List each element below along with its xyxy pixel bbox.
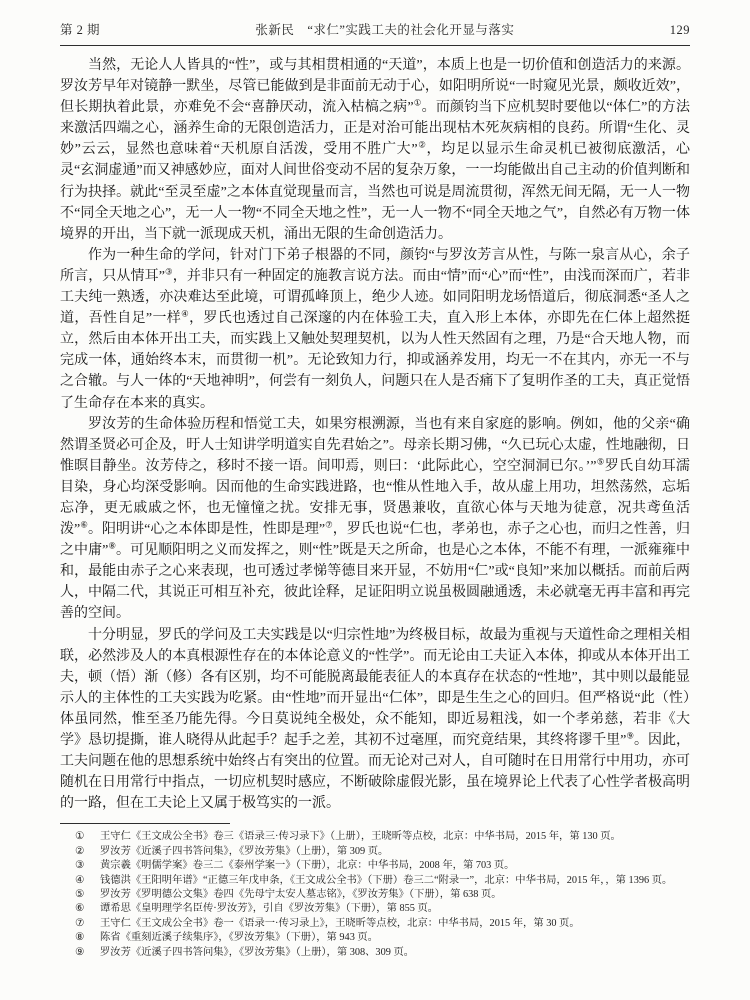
footnote-marker: ⑥ xyxy=(80,519,88,530)
footnote-text: 陈省《重刻近溪子续集序》，《罗汝芳集》（下册），第 943 页。 xyxy=(100,932,379,944)
footnote-marker: ② xyxy=(417,139,427,150)
footnote-text: 谭希思《皇明理学名臣传·罗汝芳》，引自《罗汝芳集》（下册），第 855 页。 xyxy=(100,903,439,915)
footnote-marker: ⑤ xyxy=(596,456,605,467)
footnote-text: 罗汝芳《罗明德公文集》卷四《先母宁太安人墓志铭》，《罗汝芳集》（下册），第 638 页。 xyxy=(100,889,502,900)
footnote-number: ⑦ xyxy=(75,917,85,929)
footnote-marker: ⑨ xyxy=(626,730,634,741)
footnote-item xyxy=(60,859,690,873)
footnote-number: ④ xyxy=(75,874,85,886)
footnote-number: ⑧ xyxy=(75,932,85,944)
footnote-text: 黄宗羲《明儒学案》卷三二《泰州学案一》（下册），北京：中华书局，2008 年，第 703 页。 xyxy=(100,860,515,872)
paragraph: 当然，无论人人皆具的“性”，或与其相贯相通的“天道”，本质上也是一切价值和创造活力的来源。罗汝芳早年对镜静一默坐，尽管已能做到是非面前无动于心，如阳明所说“一时窥见光景，颇收近效”，但长期执着此景，亦难免不会“喜静厌动，流入枯槁之病”①。而颜钧当下应机契时要他以“体仁”的方法来激活四端之心，涵养生命的无限创造活力，正是对治可能出现枯木死灰病相的良药。所谓“生化、灵妙”云云，显然也意味着“天机原自活泼，受用不胜广大”②，均足以显示生命灵机已被彻底激活，心灵“玄洞虚通”而又神感妙应，面对人间世俗变动不居的复杂万象，一一均能做出自己主动的价值判断和行为抉择。就此“至灵至虚”之本体直觉现量而言，当然也可说是周流贯彻，浑然无间无隔，无一人一物不“同全天地之心”，无一人一物“不同全天地之性”，无一人一物不“同全天地之气”，自然必有万物一体境界的开出，当下就一派现成天机，涌出无限的生命创造活力。 xyxy=(60,58,691,242)
footnote-text: 罗汝芳《近溪子四书答问集》，《罗汝芳集》（上册），第 308、309 页。 xyxy=(100,946,415,958)
footnote-marker: ③ xyxy=(164,266,173,277)
footnote-divider xyxy=(60,823,230,824)
footnote-marker: ④ xyxy=(181,308,190,319)
header-divider xyxy=(60,45,690,46)
footnote-number: ⑥ xyxy=(75,903,85,915)
footnote-item xyxy=(60,874,690,888)
footnote-text: 罗汝芳《近溪子四书答问集》，《罗汝芳集》（上册），第 309 页。 xyxy=(100,845,389,857)
page-number: 129 xyxy=(669,23,690,37)
footnote-number: ② xyxy=(75,845,85,857)
footnote-text: 王守仁《王文成公全书》卷三《语录三·传习录下》（上册），王晓昕等点校，北京：中华书局，2015 年，第 130 页。 xyxy=(100,831,621,843)
footnote-item xyxy=(60,946,690,960)
footnote-text: 钱德洪《王阳明年谱》“正德三年戊申条，《王文成公全书》（下册）卷三二“附录一”，北京：中华书局，2015 年，，第 1396 页。 xyxy=(100,874,673,886)
footnote-number: ⑨ xyxy=(75,946,85,958)
footnote-marker: ⑦ xyxy=(325,519,333,530)
body-paragraphs xyxy=(60,55,690,814)
footnote-marker: ① xyxy=(413,97,422,108)
footnote-number: ③ xyxy=(75,860,85,872)
footnote-item xyxy=(60,917,690,931)
page-header xyxy=(60,20,690,38)
footnote-number: ① xyxy=(75,831,85,843)
footnote-number: ⑤ xyxy=(75,889,85,900)
footnote-item xyxy=(60,902,690,916)
footnote-item xyxy=(60,830,690,844)
paragraph: 十分明显，罗氏的学问及工夫实践是以“归宗性地”为终极目标，故最为重视与天道性命之理相关相联，必然涉及人的本真根源性存在的本体论意义的“性学”。而无论由工夫证入本体，抑或从本体开出工夫，顿（悟）渐（修）各有区别，均不可能脱离最能表征人的本真存在状态的“性地”，其中则以最能显示人的主体性的工夫实践为吃紧。由“性地”而开显出“仁体”，即是生生之心的回归。但严格说“此（性）体虽同然，惟至圣乃能先得。今日莫说纯全极处，众不能知，即近易粗浅，如一个孝弟慈，若非《大学》恳切提撕，谁人晓得从此起手？起手之差，其初不过毫厘，而究竟结果，其终将谬千里”⑨。因此，工夫问题在他的思想系统中始终占有突出的位置。而无论对己对人，自可随时在日用常行中用功，亦可随机在日用常行中指点，一切应机契时感应，不断破除虚假光影，虽在境界论上代表了心性学者极高明的一路，但在工夫论上又属于极笃实的一派。 xyxy=(60,627,691,812)
running-title: 张新民 “求仁”实践工夫的社会化开显与落实 xyxy=(255,23,515,37)
footnote-item xyxy=(60,888,690,902)
footnotes xyxy=(60,830,690,960)
issue-number: 第 2 期 xyxy=(60,23,101,37)
footnote-text: 王守仁《王文成公全书》卷一《语录一·传习录上》，王晓昕等点校，北京：中华书局，2015 年，第 30 页。 xyxy=(100,917,580,929)
paragraph: 罗汝芳的生命体验历程和悟觉工夫，如果穷根溯源，当也有来自家庭的影响。例如，他的父亲“确然谓圣贤必可企及，旴人士知讲学明道实自先君始之”。母亲长期习佛，“久已玩心太虚，性地融彻，日惟暝目静坐。汝芳侍之，移时不接一语。间叩焉，则曰：‘此际此心，空空洞洞已尔。’”⑤罗氏自幼耳濡目染，身心均深受影响。因而他的生命实践进路，也“惟从性地入手，故从虚上用功，坦然荡然，忘垢忘净，更无戚戚之怀，也无憧憧之扰。安排无事，贤愚兼收，直欲心体与天地为徒意，况共鸢鱼活泼”⑥。阳明讲“心之本体即是性，性即是理”⑦，罗氏也说“仁也，孝弟也，赤子之心也，而归之性善，归之中庸”⑧。可见顺阳明之义而发挥之，则“性”既是天之所命，也是心之本体，不能不有理，一派雍雍中和，最能由赤子之心来表现，也可透过孝悌等德目来开显，不妨用“仁”或“良知”来加以概括。而前后两人，中隔二代，其说正可相互补充，彼此诠释，足证阳明立说虽极圆融通透，未必就毫无再丰富和再完善的空间。 xyxy=(60,416,691,622)
paragraph: 作为一种生命的学问，针对门下弟子根器的不同，颜钧“与罗汝芳言从性，与陈一泉言从心，余子所言，只从情耳”③，并非只有一种固定的施教言说方法。而由“情”而“心”而“性”，由浅而深而广，若非工夫纯一熟透，亦决难达至此境，可谓孤峰顶上，绝少人迹。如同阳明龙场悟道后，彻底洞悉“圣人之道，吾性自足”一样④，罗氏也透过自己深邃的内在体验工夫，直入形上本体，亦即先在仁体上超然挺立，然后由本体开出工夫，而实践上又触处契理契机，以为人性天然固有之理，乃是“合天地人物，而完成一体，通始终本末，而贯彻一机”。无论致知力行，抑或涵养发用，均无一不在其内，亦无一不与之合辙。与人一体的“天地神明”，何尝有一刻负人，问题只在人是否痛下了复明作圣的工夫，真正觉悟了生命存在本来的真实。 xyxy=(60,247,691,411)
footnote-marker: ⑧ xyxy=(108,540,117,551)
footnote-item xyxy=(60,845,690,859)
footnote-item xyxy=(60,931,690,945)
